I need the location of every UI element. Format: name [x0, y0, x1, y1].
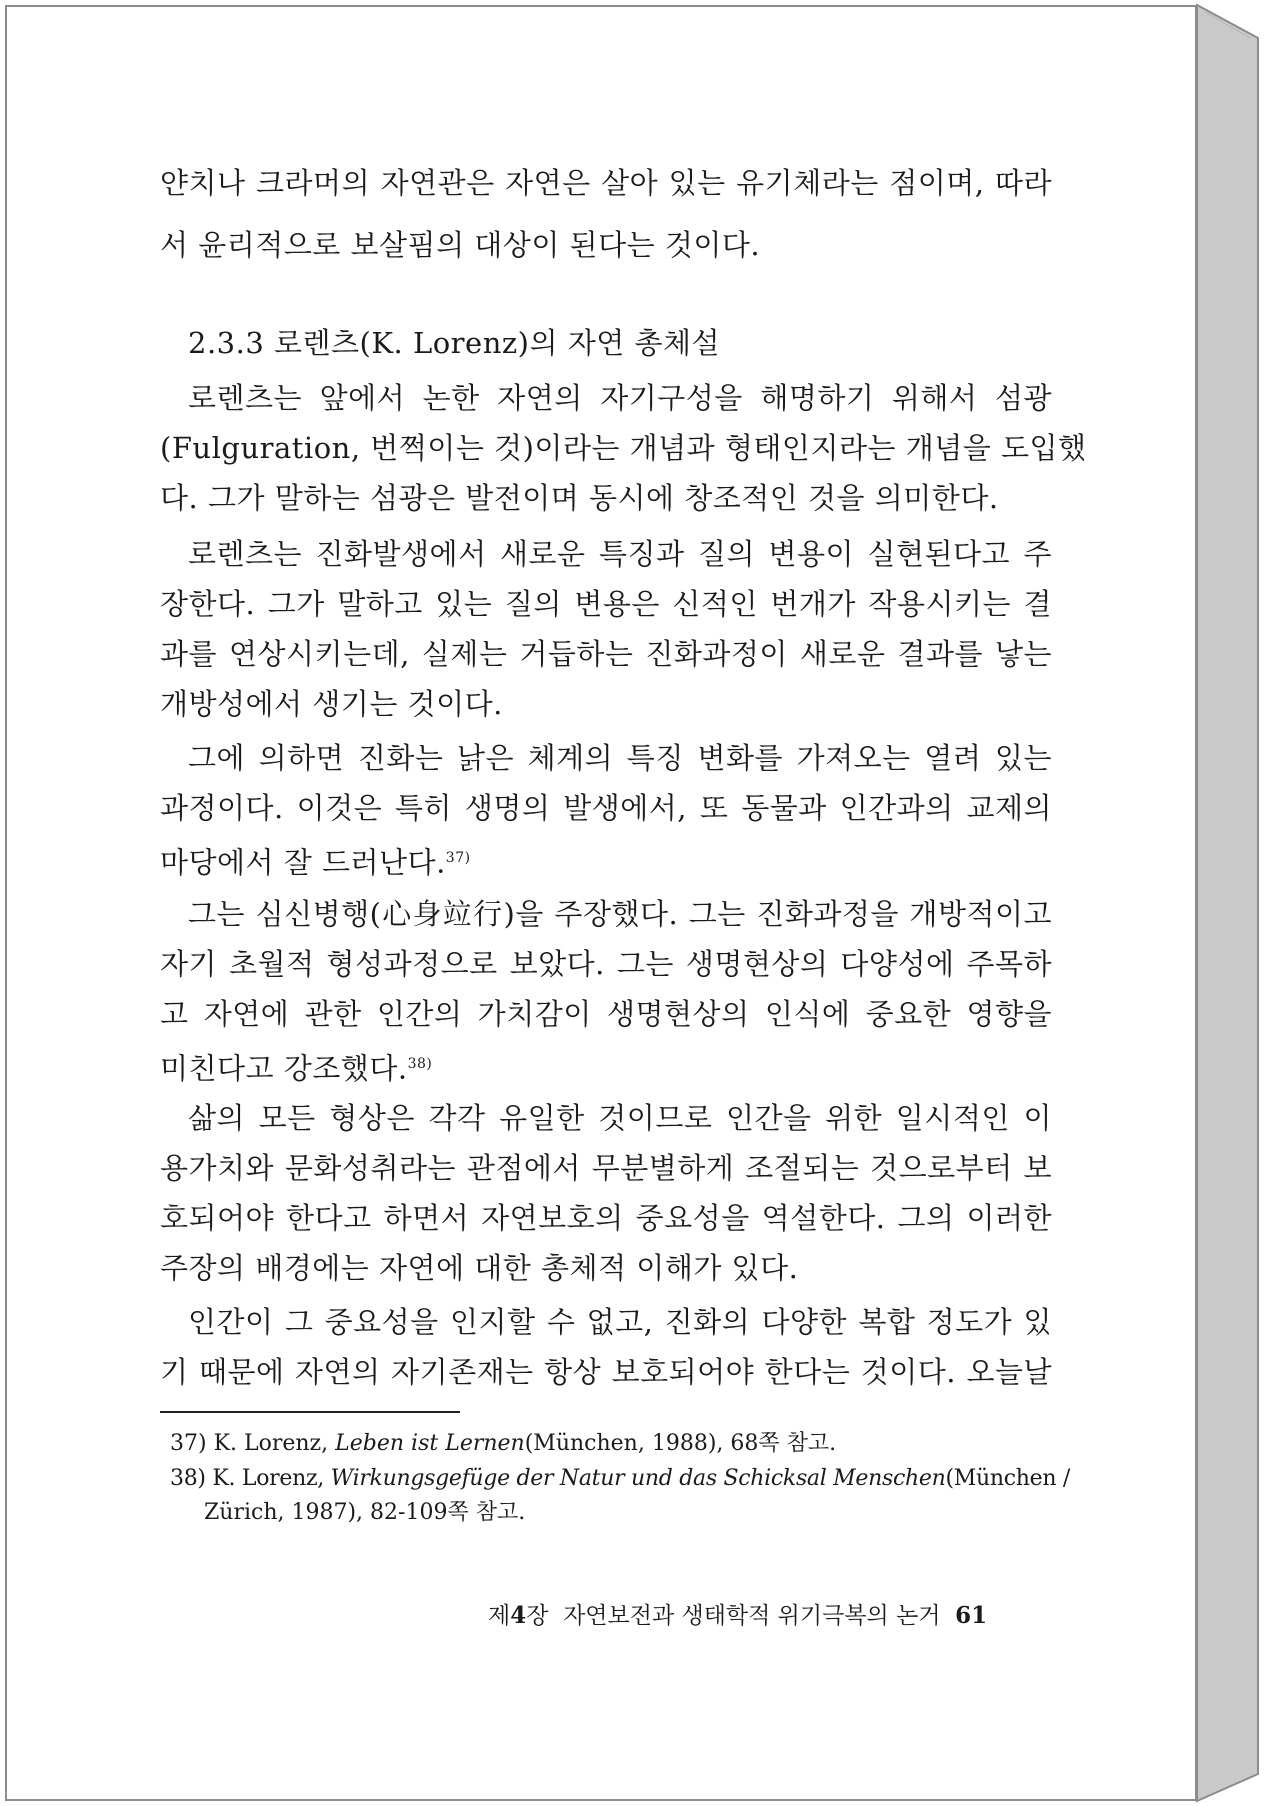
text-line-body: 미친다고 강조했다. — [160, 1051, 408, 1086]
text-line — [160, 840, 471, 881]
text-line: (Fulguration, 번쩍이는 것)이라는 개념과 형태인지라는 개념을 도입했 — [160, 431, 1087, 465]
text-line: 서 윤리적으로 보살핌의 대상이 된다는 것이다. — [160, 228, 761, 262]
footnote-37 — [170, 1430, 836, 1458]
text-line: 자기 초월적 형성과정으로 보았다. 그는 생명현상의 다양성에 주목하 — [160, 947, 1052, 981]
text-line: 기 때문에 자연의 자기존재는 항상 보호되어야 한다는 것이다. 오늘날 — [160, 1355, 1052, 1389]
chapter-title: 자연보전과 생태학적 위기극복의 논거 — [563, 1603, 941, 1629]
text-line: 개방성에서 생기는 것이다. — [160, 687, 503, 721]
chapter-number: 4 — [510, 1602, 527, 1629]
footnote-title: Leben ist Lernen — [335, 1431, 525, 1456]
footnote-detail: (München / — [945, 1466, 1071, 1491]
text-line: 과를 연상시키는데, 실제는 거듭하는 진화과정이 새로운 결과를 낳는 — [160, 637, 1052, 671]
footnote-number: 38) — [170, 1466, 206, 1491]
text-line: 그에 의하면 진화는 낡은 체계의 특징 변화를 가져오는 열려 있는 — [188, 741, 1052, 775]
footnote-detail: (München, 1988), 68쪽 참고. — [524, 1431, 837, 1456]
text-line: 과정이다. 이것은 특히 생명의 발생에서, 또 동물과 인간과의 교제의 — [160, 791, 1052, 825]
text-line: 인간이 그 중요성을 인지할 수 없고, 진화의 다양한 복합 정도가 있 — [188, 1305, 1052, 1339]
text-line: 얀치나 크라머의 자연관은 자연은 살아 있는 유기체라는 점이며, 따라 — [160, 166, 1052, 200]
text-line: 주장의 배경에는 자연에 대한 총체적 이해가 있다. — [160, 1251, 799, 1285]
section-heading: 2.3.3 로렌츠(K. Lorenz)의 자연 총체설 — [188, 326, 720, 360]
text-line: 다. 그가 말하는 섬광은 발전이며 동시에 창조적인 것을 의미한다. — [160, 481, 999, 515]
text-line: 로렌츠는 앞에서 논한 자연의 자기구성을 해명하기 위해서 섬광 — [188, 381, 1052, 415]
text-line: 고 자연에 관한 인간의 가치감이 생명현상의 인식에 중요한 영향을 — [160, 997, 1052, 1031]
text-line — [160, 1046, 432, 1087]
footnote-ref: 37) — [445, 850, 471, 866]
footnote-author: K. Lorenz, — [212, 1466, 324, 1491]
footnote-38-continuation: Zürich, 1987), 82-109쪽 참고. — [204, 1500, 526, 1525]
text-line: 장한다. 그가 말하고 있는 질의 변용은 신적인 번개가 작용시키는 결 — [160, 587, 1052, 621]
chapter-prefix: 제 — [488, 1603, 511, 1629]
text-line: 로렌츠는 진화발생에서 새로운 특징과 질의 변용이 실현된다고 주 — [188, 537, 1052, 571]
text-line: 삶의 모든 형상은 각각 유일한 것이므로 인간을 위한 일시적인 이 — [188, 1101, 1052, 1135]
text-line: 그는 심신병행(心身竝行)을 주장했다. 그는 진화과정을 개방적이고 — [188, 897, 1052, 931]
footnote-title: Wirkungsgefüge der Natur und das Schicksal Menschen — [330, 1466, 946, 1491]
text-line: 호되어야 한다고 하면서 자연보호의 중요성을 역설한다. 그의 이러한 — [160, 1201, 1052, 1235]
footnote-38 — [170, 1465, 1070, 1493]
text-line-body: 마당에서 잘 드러난다. — [160, 845, 446, 880]
footnote-ref: 38) — [407, 1056, 433, 1072]
footnote-number: 37) — [170, 1431, 207, 1456]
footnote-divider — [160, 1411, 460, 1413]
footnote-author: K. Lorenz, — [213, 1431, 329, 1456]
text-line: 용가치와 문화성취라는 관점에서 무분별하게 조절되는 것으로부터 보 — [160, 1151, 1052, 1185]
page-number: 61 — [955, 1602, 988, 1629]
chapter-suffix: 장 — [526, 1603, 549, 1629]
running-footer — [488, 1602, 987, 1630]
